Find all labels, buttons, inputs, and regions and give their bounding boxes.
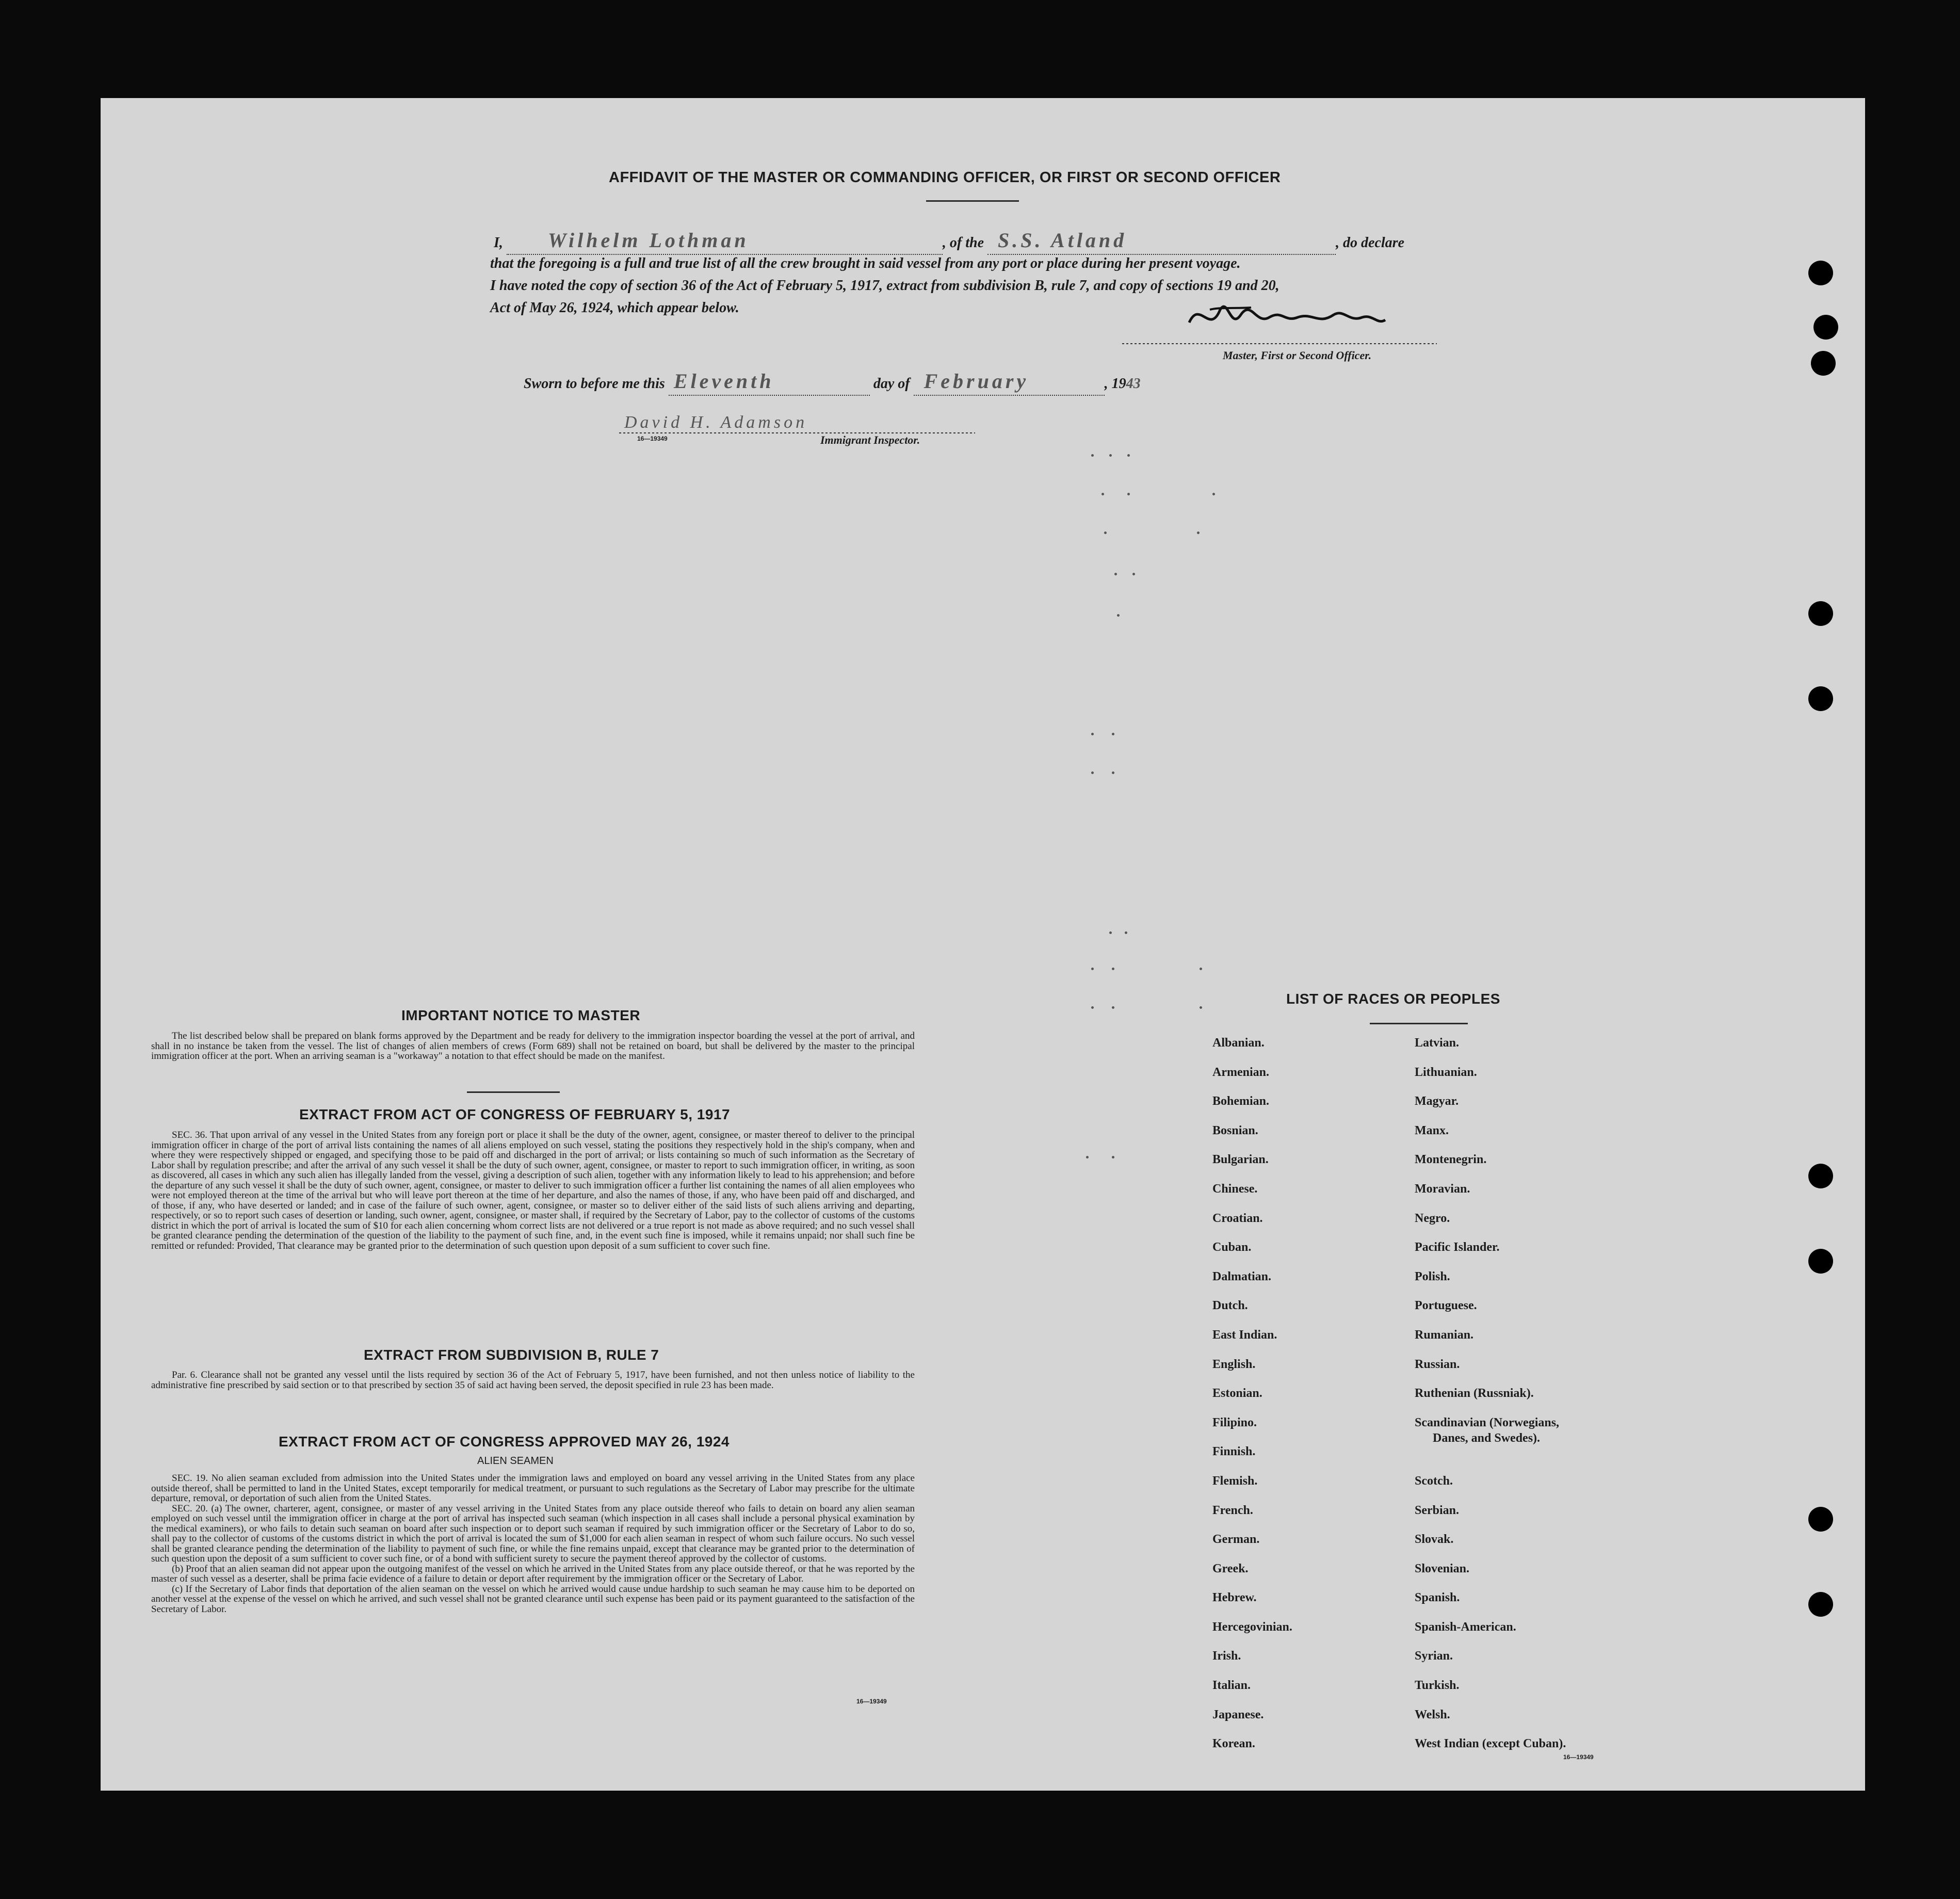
race-item: French. (1212, 1503, 1253, 1517)
affidavit-title: AFFIDAVIT OF THE MASTER OR COMMANDING OFFICER, OR FIRST OR SECOND OFFICER (609, 169, 1281, 186)
declare-label: , do declare (1336, 235, 1404, 251)
signature-caption: Master, First or Second Officer. (1223, 349, 1372, 362)
race-item: Magyar. (1415, 1095, 1459, 1108)
races-title: LIST OF RACES OR PEOPLES (1286, 991, 1500, 1007)
punch-hole (1808, 1507, 1833, 1532)
race-item: Bosnian. (1212, 1123, 1258, 1137)
punch-hole (1808, 261, 1833, 285)
race-item: Ruthenian (Russniak). (1415, 1387, 1534, 1401)
affidavit-line-2: that the foregoing is a full and true list of all the crew brought in said vessel from any port or place during her present voyage. (490, 255, 1241, 271)
master-signature (1179, 294, 1396, 341)
race-item: Serbian. (1415, 1503, 1460, 1517)
form-number-top: 16—19349 (637, 435, 668, 442)
bleed-dot (1112, 968, 1114, 970)
race-item: Flemish. (1212, 1474, 1258, 1488)
notice-title: IMPORTANT NOTICE TO MASTER (401, 1007, 641, 1023)
master-name-field (507, 230, 943, 255)
inspector-caption: Immigrant Inspector. (820, 433, 920, 446)
race-item: Spanish-American. (1415, 1620, 1516, 1634)
sworn-day: Eleventh (673, 369, 774, 393)
vessel-field (987, 230, 1336, 255)
race-item: Finnish. (1212, 1445, 1256, 1459)
year-suffix: 43 (1126, 376, 1141, 392)
race-item: Hebrew. (1212, 1591, 1257, 1605)
extract-1917-body (151, 1130, 915, 1251)
race-item: Slovak. (1415, 1533, 1454, 1547)
paragraph-6-text: Par. 6. Clearance shall not be granted any vessel until the lists required by section 36 of the Act of February 5, 1917, have been furnished, and not then unless notice of liability to the administrative fine prescribed by said section or to that prescribed by section 35 of said act having been served, the deposit specified in rule 23 has been made. (151, 1370, 915, 1391)
inspector-signature (624, 413, 807, 432)
race-item: English. (1212, 1357, 1256, 1371)
race-item: Estonian. (1212, 1387, 1262, 1401)
bleed-dot (1200, 968, 1202, 970)
section-20b-text: (b) Proof that an alien seaman did not appear upon the outgoing manifest of the vessel on which he arrived in the United States from any place outside thereof, or that he was reported by the master of such vessel as a deserter, shall be prima facie evidence of a failure to detain or deport after requirement by the immigration officer or the Secretary of Labor. (151, 1563, 915, 1584)
bleed-dot (1197, 532, 1200, 534)
race-item: Slovenian. (1415, 1562, 1470, 1575)
race-item: Spanish. (1415, 1591, 1460, 1605)
race-item: Bohemian. (1212, 1095, 1270, 1108)
bleed-dot (1127, 493, 1130, 495)
race-item: Portuguese. (1415, 1299, 1477, 1313)
bleed-dot (1112, 1006, 1114, 1009)
race-item: Italian. (1212, 1679, 1251, 1693)
inspector-line (619, 432, 975, 433)
race-item: Montenegrin. (1415, 1153, 1487, 1167)
section-19-text: SEC. 19. No alien seaman excluded from admission into the United States under the immigration laws and employed on board any vessel arriving in the United States from any place outside thereof, shall be permitted to land in the United States, except temporarily for medical treatment, or pursuant to such regulations as the Secretary of Labor may prescribe for the ultimate departure, removal, or deportation of such alien from the United States. (151, 1473, 915, 1504)
race-item: Greek. (1212, 1562, 1249, 1575)
race-item: Dalmatian. (1212, 1269, 1271, 1283)
race-item: Chinese. (1212, 1182, 1258, 1196)
bleed-dot (1104, 532, 1107, 534)
bleed-dot (1200, 1006, 1202, 1009)
race-item: East Indian. (1212, 1328, 1277, 1342)
notice-rule (467, 1091, 560, 1093)
race-item: Rumanian. (1415, 1328, 1474, 1342)
race-item: Dutch. (1212, 1299, 1248, 1313)
notice-text: The list described below shall be prepared on blank forms approved by the Department and be ready for delivery to the immigration inspector boarding the vessel at the port of arrival, and shall in no instance be taken from the vessel. The list of changes of alien members of crews (Form 689) shall not be retained on board, but shall be delivered by the master to the principal immigration officer at the port. When an arriving seaman is a "workaway" a notation to that effect should be made on the manifest. (151, 1031, 915, 1061)
race-item: Albanian. (1212, 1036, 1265, 1050)
sworn-line (524, 371, 1141, 396)
bleed-dot (1112, 1156, 1114, 1158)
race-item: Cuban. (1212, 1241, 1252, 1254)
punch-hole (1808, 686, 1833, 711)
sworn-day-field (669, 371, 870, 396)
races-rule (1370, 1023, 1468, 1024)
bleed-dot (1091, 454, 1094, 457)
race-item: German. (1212, 1533, 1260, 1547)
race-item: Manx. (1415, 1123, 1449, 1137)
race-item: Danes, and Swedes). (1433, 1431, 1541, 1445)
sworn-month: February (924, 369, 1029, 393)
rule-7-body (151, 1370, 915, 1390)
punch-hole (1808, 601, 1833, 626)
race-item: Scotch. (1415, 1474, 1453, 1488)
punch-hole (1808, 1249, 1833, 1274)
race-item: Welsh. (1415, 1708, 1450, 1721)
race-item: Korean. (1212, 1737, 1255, 1751)
race-item: Moravian. (1415, 1182, 1470, 1196)
affidavit-line-1 (494, 230, 1404, 255)
race-item: Polish. (1415, 1269, 1450, 1283)
races-right-column (1415, 1036, 1566, 1752)
bleed-dot (1112, 733, 1114, 735)
bleed-dot (1091, 1006, 1094, 1009)
i-label: I, (494, 235, 503, 251)
race-item: Scandinavian (Norwegians, (1415, 1415, 1560, 1429)
races-left-column (1212, 1036, 1292, 1766)
extract-1924-title: EXTRACT FROM ACT OF CONGRESS APPROVED MAY 26, 1924 (279, 1434, 730, 1450)
bleed-dot (1114, 573, 1117, 575)
race-item: Japanese. (1212, 1708, 1264, 1721)
bleed-dot (1091, 771, 1094, 774)
bleed-dot (1132, 573, 1135, 575)
of-the-label: , of the (942, 235, 984, 251)
extract-1924-body (151, 1473, 915, 1614)
section-36-text: SEC. 36. That upon arrival of any vessel in the United States from any foreign port or place it shall be the duty of the owner, agent, consignee, or master thereof to deliver to the principal immigration officer in charge of the port of arrival lists containing the names of all aliens employed on such vessel, stating the positions they respectively hold in the ship's company, when and where they were respectively shipped or engaged, and specifying those to be paid off and discharged in the port of arrival; or lists containing so much of such information as the Secretary of Labor shall by regulation prescribe; and after the arrival of any such vessel it shall be the duty of such owner, agent, consignee, or master to report to such immigration officer, in writing, as soon as discovered, all cases in which any such alien has illegally landed from the vessel, giving a description of such alien, together with any information likely to lead to his apprehension; and before the departure of any such vessel it shall be the duty of such owner, agent, consignee, or master to deliver to such immigration officer a further list containing the names of all alien employees who were not employed thereon at the time of the arrival but who will leave port thereon at the time of her departure, and also the names of those, if any, who have been paid off and discharged, and of those, if any, who have deserted or landed; and in case of the failure of such owner, agent, consignee, or master so to deliver either of the said lists of such aliens arriving and departing, respectively, or so to report such cases of desertion or landing, such owner, agent, consignee, or master shall, if required by the Secretary of Labor, pay to the collector of customs of the customs district in which the port of arrival is located the sum of $10 for each alien concerning whom correct lists are not delivered or a true report is not made as above required; and no such vessel shall be granted clearance pending the determination of the question of the liability to the payment of such fine, and, in the event such fine is imposed, while it remains unpaid; nor shall such fine be remitted or refunded: Provided, That clearance may be granted prior to the determination of such question upon deposit of a sum sufficient to cover such fine. (151, 1130, 915, 1251)
punch-hole (1813, 315, 1838, 340)
bleed-dot (1102, 493, 1104, 495)
race-item: Syrian. (1415, 1649, 1453, 1663)
race-item: Negro. (1415, 1211, 1450, 1225)
race-item: Hercegovinian. (1212, 1620, 1292, 1634)
punch-hole (1811, 351, 1836, 376)
signature-line (1122, 343, 1437, 344)
bleed-dot (1091, 733, 1094, 735)
race-item: Bulgarian. (1212, 1153, 1269, 1167)
sworn-month-field (914, 371, 1105, 396)
affidavit-line-4: Act of May 26, 1924, which appear below. (490, 300, 739, 316)
bleed-dot (1127, 454, 1130, 457)
master-name: Wilhelm Lothman (547, 229, 749, 252)
day-of-label: day of (873, 376, 910, 392)
race-item: Turkish. (1415, 1679, 1460, 1693)
section-20a-text: SEC. 20. (a) The owner, charterer, agent, consignee, or master of any vessel arriving in the United States from any place outside thereof who fails to detain on board any alien seaman employed on such vessel until the immigration officer in charge at the port of arrival has inspected such seaman (which inspection in all cases shall include a personal physical examination by the medical examiners), or who fails to detain such seaman on board after such inspection or to deport such seaman if required by such immigration officer or the Secretary of Labor to do so, shall pay to the collector of customs of the customs district in which the port of arrival is located the sum of $1,000 for each alien seaman in respect of whom such failure occurs. No such vessel shall be granted clearance pending the determination of the liability to payment of such fine, or while the fine remains unpaid, except that clearance may be granted prior to the determination of such question upon the deposit of a sum sufficient to cover such fine, or of a bond with sufficient surety to secure the payment thereof approved by the collector of customs. (151, 1503, 915, 1564)
bleed-dot (1109, 931, 1112, 934)
bleed-dot (1212, 493, 1215, 495)
notice-body (151, 1031, 915, 1061)
race-item: Armenian. (1212, 1065, 1269, 1079)
race-item: Russian. (1415, 1357, 1460, 1371)
bleed-dot (1086, 1156, 1089, 1158)
bleed-dot (1125, 931, 1127, 934)
rule-7-title: EXTRACT FROM SUBDIVISION B, RULE 7 (364, 1347, 659, 1363)
race-item: West Indian (except Cuban). (1415, 1737, 1566, 1751)
race-item: Lithuanian. (1415, 1065, 1477, 1079)
extract-1917-title: EXTRACT FROM ACT OF CONGRESS OF FEBRUARY 5, 1917 (299, 1106, 731, 1122)
bleed-dot (1112, 771, 1114, 774)
race-item: Filipino. (1212, 1415, 1257, 1429)
punch-hole (1808, 1592, 1833, 1617)
race-item: Croatian. (1212, 1211, 1263, 1225)
vessel-name: S.S. Atland (998, 229, 1127, 252)
form-number-right: 16—19349 (1563, 1753, 1594, 1761)
document-page (101, 98, 1865, 1791)
affidavit-line-3: I have noted the copy of section 36 of the Act of February 5, 1917, extract from subdivision B, rule 7, and copy of sections 19 and 20, (490, 278, 1279, 294)
title-rule (926, 200, 1019, 202)
section-20c-text: (c) If the Secretary of Labor finds that deportation of the alien seaman on the vessel on which he arrived would cause undue hardship to such seaman he may cause him to be deported on another vessel at the expense of the vessel on which he arrived, and such vessel shall not be granted clearance until such expense has been paid or its payment guaranteed to the satisfaction of the Secretary of Labor. (151, 1583, 915, 1615)
bleed-dot (1109, 454, 1112, 457)
race-item: Irish. (1212, 1649, 1241, 1663)
form-number-left: 16—19349 (856, 1698, 887, 1705)
bleed-dot (1091, 968, 1094, 970)
race-item: Latvian. (1415, 1036, 1460, 1050)
punch-hole (1808, 1164, 1833, 1188)
inspector-name: David H. Adamson (624, 413, 808, 432)
sworn-label: Sworn to before me this (524, 376, 665, 392)
race-item: Pacific Islander. (1415, 1241, 1500, 1254)
alien-seamen-subtitle: ALIEN SEAMEN (477, 1455, 554, 1467)
year-prefix: , 19 (1104, 376, 1126, 392)
bleed-dot (1117, 614, 1120, 617)
